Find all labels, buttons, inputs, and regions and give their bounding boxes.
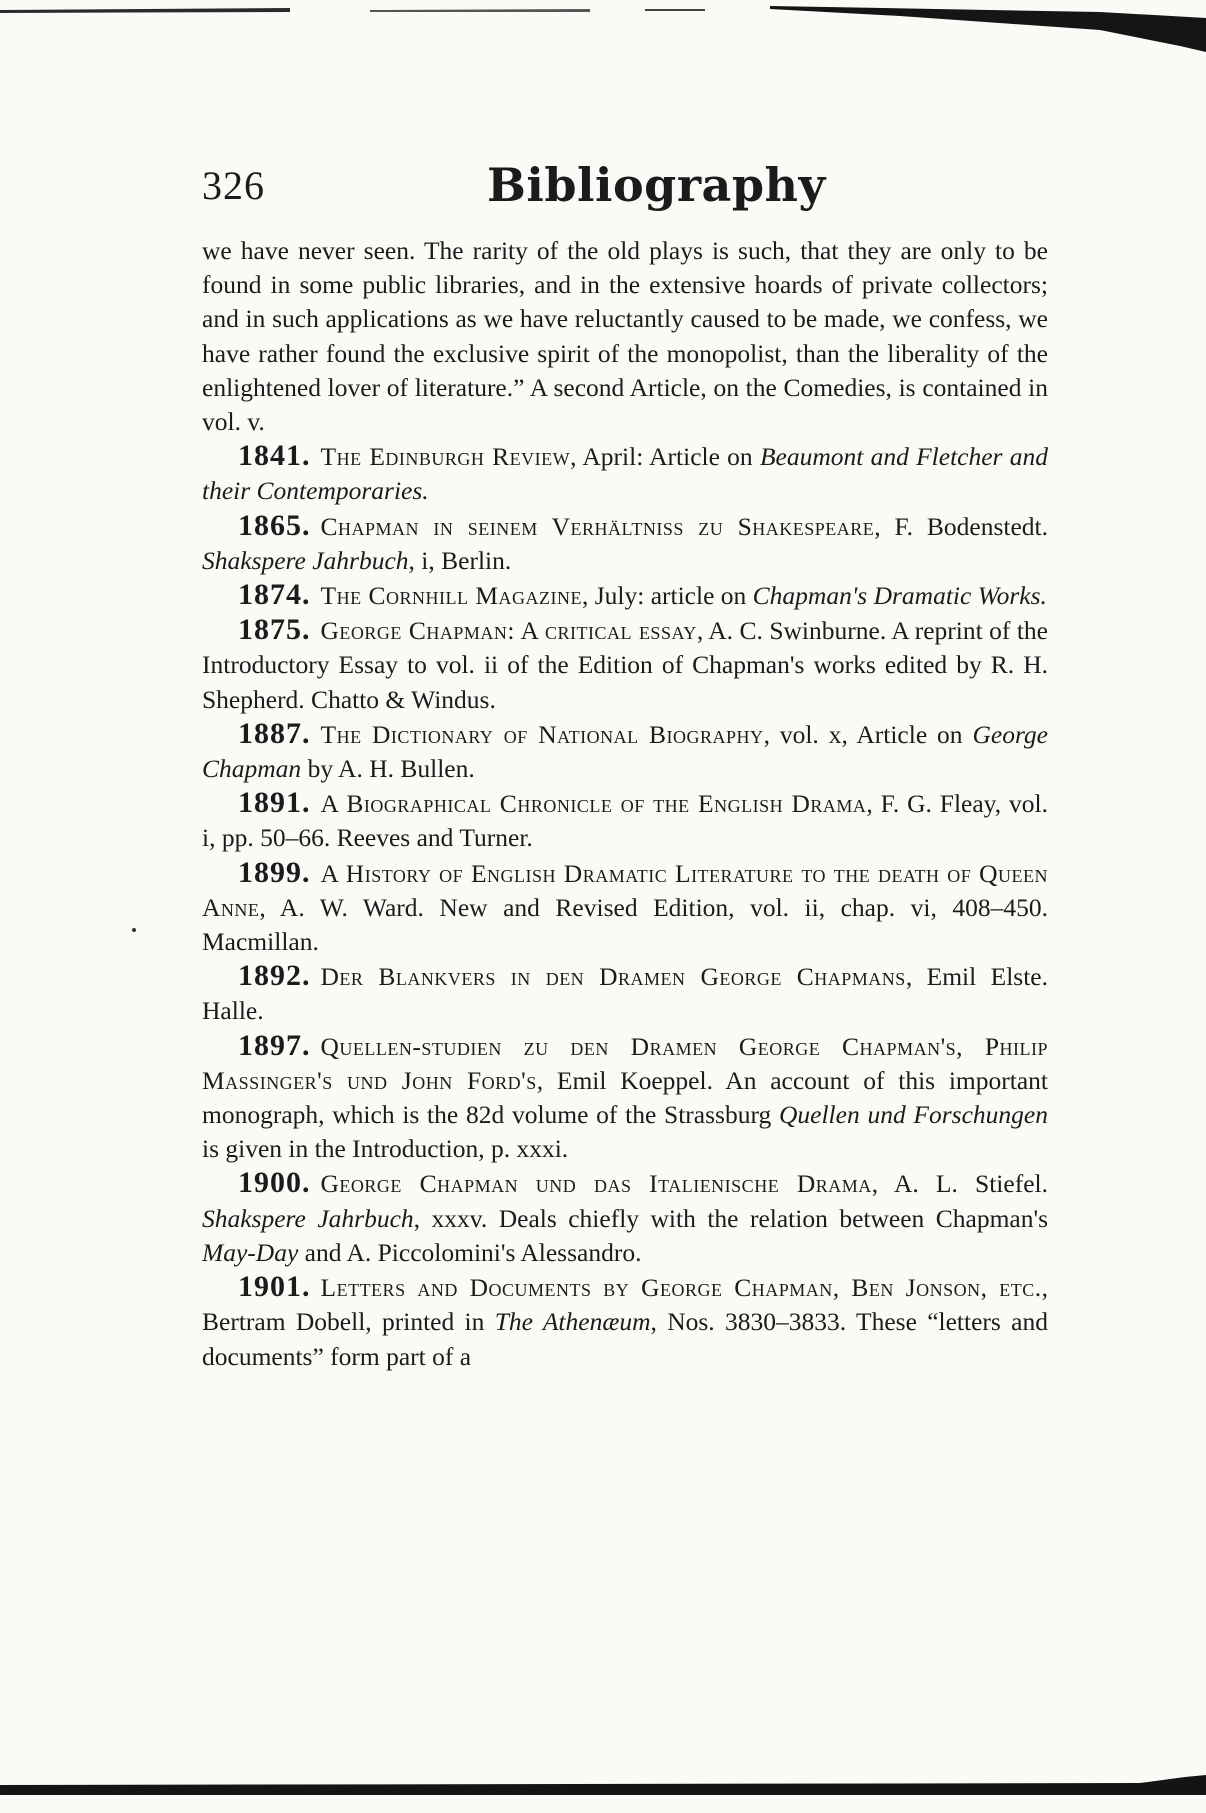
entry-year: 1841. <box>238 439 311 473</box>
bibliography-entry <box>202 439 1048 508</box>
entry-year: 1897. <box>238 1028 311 1062</box>
entry-text: , vol. x, Article on <box>763 719 973 749</box>
bibliography-entry <box>202 509 1048 578</box>
running-head: Bibliography <box>487 158 826 212</box>
entry-italic: Quellen und Forschungen <box>778 1100 1048 1130</box>
entry-year: 1892. <box>238 959 311 993</box>
entry-text: , Bertram Dobell, printed in <box>202 1273 1048 1337</box>
bibliography-entry <box>202 856 1048 960</box>
entry-year: 1875. <box>238 613 311 647</box>
bibliography-entry <box>202 717 1048 786</box>
bibliography-entry <box>202 786 1048 855</box>
entry-year: 1899. <box>238 855 311 889</box>
bibliography-entry <box>202 1166 1048 1270</box>
scan-edge-top <box>0 0 1206 60</box>
entry-title: George Chapman: A critical essay <box>320 616 697 646</box>
entry-text: , F. G. Fleay, vol. i, pp. 50–66. Reeves and Turner. <box>202 789 1049 853</box>
entry-text: and A. Piccolomini's Alessandro. <box>298 1237 642 1267</box>
margin-speck <box>132 928 136 932</box>
entry-italic: May-Day <box>202 1237 299 1267</box>
entry-text: by A. H. Bullen. <box>301 754 475 784</box>
page-number: 326 <box>202 163 265 208</box>
entry-italic: Shakspere Jahrbuch <box>202 1203 414 1233</box>
entry-year: 1887. <box>238 716 311 750</box>
entry-title: Der Blankvers in den Dramen George Chapmans <box>320 962 906 992</box>
entry-text: , Emil Elste. Halle. <box>202 962 1048 1026</box>
entry-italic: The Athenæum <box>494 1307 651 1337</box>
entry-title: Letters and Documents by George Chapman, Ben Jonson, etc. <box>320 1273 1042 1303</box>
entry-year: 1900. <box>238 1166 311 1200</box>
bibliography-entry <box>202 1029 1048 1167</box>
bibliography-entry <box>202 613 1048 717</box>
entry-italic: Chapman's Dramatic Works. <box>752 581 1047 611</box>
entry-text: , July: article on <box>581 581 753 611</box>
entry-year: 1891. <box>238 786 311 820</box>
entry-title: A History of English Dramatic Literature to the death of Queen Anne <box>202 858 1048 922</box>
bibliography-entry <box>202 578 1048 613</box>
entry-year: 1874. <box>238 578 311 612</box>
entry-title: The Dictionary of National Biography <box>320 719 764 749</box>
entry-title: George Chapman und das Italienische Drama <box>320 1169 872 1199</box>
entry-text: , A. C. Swinburne. A reprint of the Introductory Essay to vol. ii of the Edition of Chapman's works edited by R. H. Shepherd. Chatto & Windus. <box>202 616 1048 714</box>
entry-text: is given in the Introduction, p. xxxi. <box>202 1134 569 1164</box>
continuation-paragraph: we have never seen. The rarity of the old plays is such, that they are only to be found in some public libraries, and in the extensive hoards of private collectors; and in such applications as we have reluctantly caused to be made, we confess, we have rather found the exclusive spirit of the monopolist, than the liberality of the enlightened lover of literature.” A second Article, on the Comedies, is contained in vol. v. <box>202 236 1048 437</box>
scan-edge-bottom <box>0 1775 1206 1813</box>
entry-text: , i, Berlin. <box>408 545 512 575</box>
entry-italic: George Chapman <box>202 719 1048 784</box>
page <box>202 158 1048 1374</box>
bibliography-entry <box>202 959 1048 1028</box>
entry-text: , F. Bodenstedt. <box>874 511 1048 541</box>
entry-text: , Emil Koeppel. An account of this important monograph, which is the 82d volume of the Strassburg <box>202 1065 1048 1130</box>
entry-title: The Cornhill Magazine <box>320 581 582 611</box>
entry-text: , April: Article on <box>570 442 760 472</box>
entry-text: , A. L. Stiefel. <box>871 1169 1048 1199</box>
entry-text: , A. W. Ward. New and Revised Edition, vol. ii, chap. vi, 408–450. Macmillan. <box>202 892 1048 957</box>
entry-italic: Shakspere Jahrbuch <box>202 545 409 575</box>
entry-year: 1901. <box>238 1270 311 1304</box>
entry-title: Chapman in seinem Verhältniss zu Shakespeare <box>320 511 875 541</box>
entry-text: , xxxv. Deals chiefly with the relation between Chapman's <box>413 1203 1048 1233</box>
bibliography-entry <box>202 1270 1048 1374</box>
bibliography-text <box>202 234 1048 1374</box>
page-header <box>202 158 1048 234</box>
entry-year: 1865. <box>238 508 311 542</box>
entry-title: A Biographical Chronicle of the English Drama <box>320 789 867 819</box>
entry-italic: Beaumont and Fletcher and their Contemporaries. <box>202 442 1048 506</box>
entry-text: , Nos. 3830–3833. These “letters and documents” form part of a <box>202 1307 1048 1371</box>
entry-title: Quellen-studien zu den Dramen George Chapman's, Philip Massinger's und John Ford's <box>202 1031 1048 1095</box>
entry-title: The Edinburgh Review <box>320 442 571 472</box>
